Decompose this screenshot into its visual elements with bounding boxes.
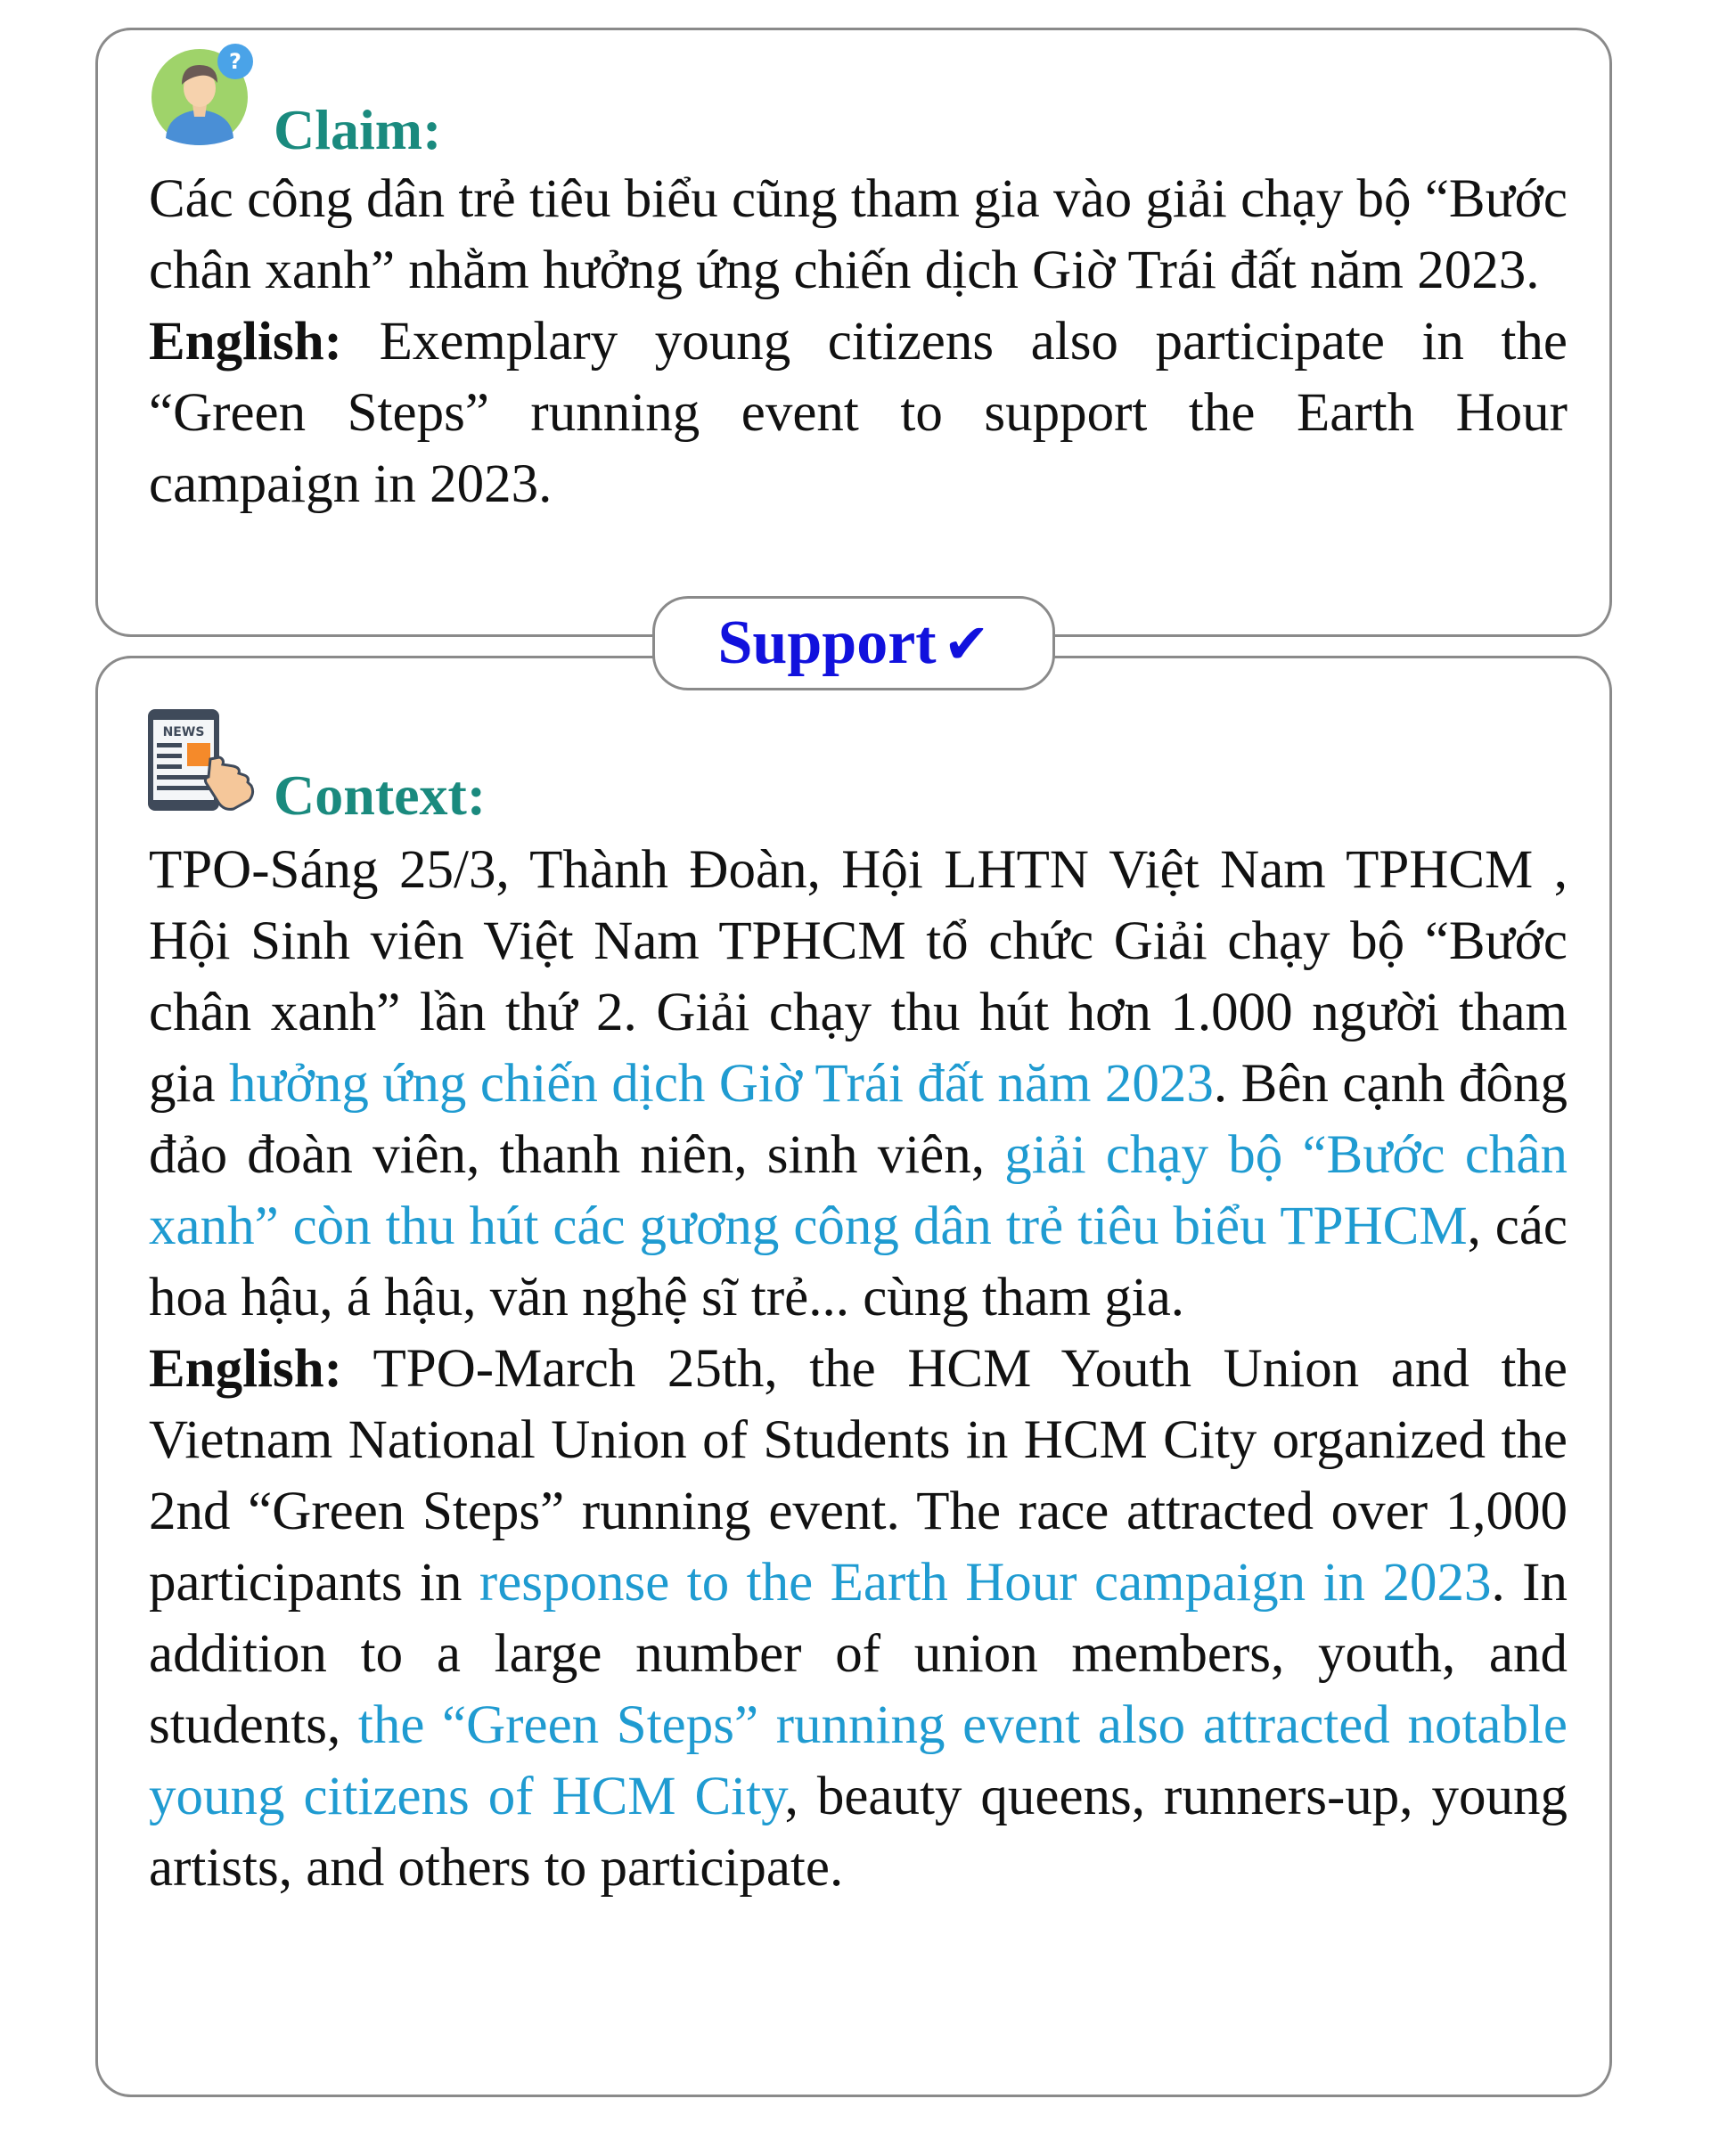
claim-english-label: English: — [149, 312, 342, 372]
checkmark-icon: ✔ — [943, 611, 990, 676]
context-vi-text-2: . Bên cạnh đông đảo đoàn viên, thanh niên, sinh viên, — [149, 1054, 1568, 1185]
context-vi-highlight-2: giải chạy bộ “Bước chân xanh” còn thu hút các gương công dân trẻ tiêu biểu TPHCM — [149, 1125, 1568, 1256]
context-card — [95, 656, 1612, 2097]
context-en-highlight-1: response to the Earth Hour campaign in 2023 — [479, 1553, 1492, 1613]
claim-body — [149, 164, 1568, 520]
claim-english-paragraph — [149, 306, 1568, 520]
context-en-text-3: , beauty queens, runners-up, young artists, and others to participate. — [149, 1767, 1568, 1898]
context-body — [149, 835, 1568, 1904]
context-english-label: English: — [149, 1339, 342, 1399]
person-question-icon — [148, 38, 258, 149]
claim-heading: Claim: — [274, 98, 442, 161]
context-english-paragraph — [149, 1334, 1568, 1904]
context-en-highlight-2: the “Green Steps” running event also attracted notable young citizens of HCM City — [149, 1695, 1568, 1826]
context-vi-text-1: TPO-Sáng 25/3, Thành Đoàn, Hội LHTN Việt Nam TPHCM , Hội Sinh viên Việt Nam TPHCM tổ chức Giải chạy bộ “Bước chân xanh” lần thứ 2. Giải chạy thu hút hơn 1.000 người tham gia — [149, 840, 1568, 1114]
claim-vietnamese-text: Các công dân trẻ tiêu biểu cũng tham gia vào giải chạy bộ “Bước chân xanh” nhằm hưởng ứng chiến dịch Giờ Trái đất năm 2023. — [149, 169, 1568, 300]
context-en-text-2: . In addition to a large number of union members, youth, and students, — [149, 1553, 1568, 1755]
context-vi-highlight-1: hưởng ứng chiến dịch Giờ Trái đất năm 2023 — [229, 1054, 1214, 1114]
claim-card — [95, 28, 1612, 637]
svg-text:NEWS: NEWS — [162, 725, 205, 739]
claim-english-text: Exemplary young citizens also participate in the “Green Steps” running event to support the Earth Hour campaign in 2023. — [149, 312, 1568, 514]
context-en-text-1: TPO-March 25th, the HCM Youth Union and the Vietnam National Union of Students in HCM City organized the 2nd “Green Steps” running event. The race attracted over 1,000 participants in — [149, 1339, 1568, 1613]
news-tablet-icon — [144, 707, 260, 814]
context-vi-text-3: , các hoa hậu, á hậu, văn nghệ sĩ trẻ... cùng tham gia. — [149, 1196, 1568, 1327]
verdict-badge — [652, 596, 1055, 690]
svg-text:?: ? — [229, 49, 242, 74]
verdict-label: Support — [717, 608, 937, 677]
context-heading: Context: — [274, 764, 487, 827]
context-vietnamese-paragraph — [149, 835, 1568, 1334]
